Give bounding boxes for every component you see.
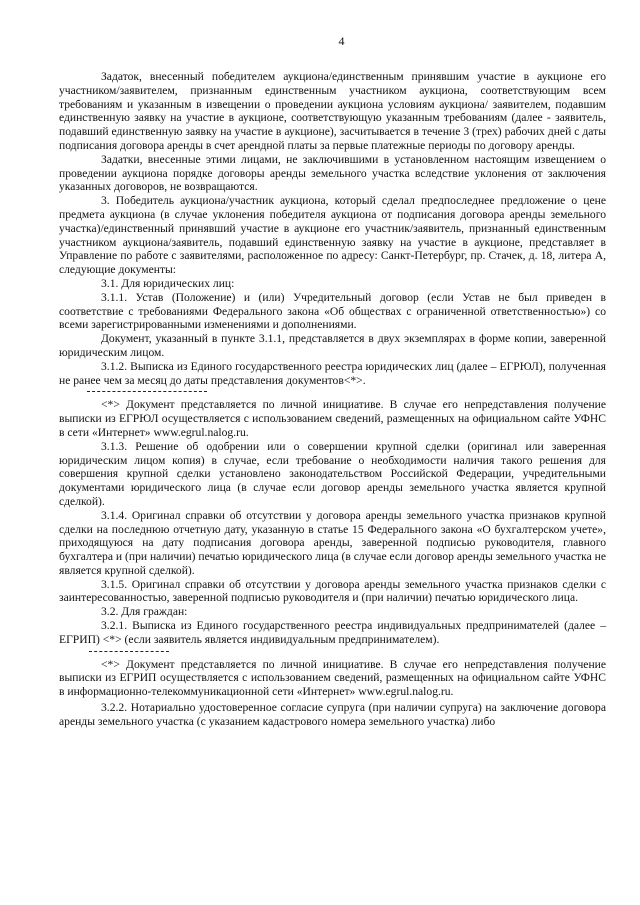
paragraph-copy-note: Документ, указанный в пункте 3.1.1, представляется в двух экземплярах в форме копии, заверенной юридическим лицом. [59,332,606,359]
paragraph-deposit-not-returned: Задатки, внесенные этими лицами, не заключившими в установленном настоящим извещением о проведении аукциона порядке договоры аренды земельного участка вследствие уклонения от заключения указанных договоров, не возвращаются. [59,152,606,194]
paragraph-3-2-1-egrip: 3.2.1. Выписка из Единого государственного реестра индивидуальных предпринимателей (далее – ЕГРИП) <*> (если заявитель является индивидуальным предпринимателем). [59,619,606,646]
footnote-separator [87,391,207,392]
paragraph-3-2-citizens: 3.2. Для граждан: [101,605,188,619]
paragraph-3-1-legal-entities: 3.1. Для юридических лиц: [101,276,235,290]
paragraph-3-1-2-egrul: 3.1.2. Выписка из Единого государственного реестра юридических лиц (далее – ЕГРЮЛ), полученная не ранее чем за месяц до даты представления документов<*>. [59,359,606,387]
paragraph-3-1-3-major-deal: 3.1.3. Решение об одобрении или о совершении крупной сделки (оригинал или заверенная юридическим лицом копия) в случае, если требование о необходимости наличия такого решения для совершения крупной сделки установлено законодательством Российской Федерации, учредительными документами юридического лица (в случае если договор аренды земельного участка является крупной сделкой). [59,439,606,508]
paragraph-deposit-winner: Задаток, внесенный победителем аукциона/единственным принявшим участие в аукционе его участником/заявителем, признанным единственным участником аукциона, соответствующим всем требованиям и указанным в извещении о проведении аукциона условиям аукциона/ заявителем, подавшим единственную заявку на участие в аукционе, соответствующую указанным требованиям (далее - заявитель, подавший единственную заявку на участие в аукционе), засчитывается в течение 3 (трех) рабочих дней с даты подписания договора аренды в счет арендной платы за первые платежные периоды по договору аренды. [59,70,606,152]
paragraph-3-documents: 3. Победитель аукциона/участник аукциона, который сделал предпоследнее предложение о цене предмета аукциона (в случае уклонения победителя аукциона от подписания договора аренды земельного участка)/единственный принявший участие в аукционе его участник/заявитель, признанный единственным участником аукциона/заявитель, подавший единственную заявку на участие в аукционе, представляет в Управление по работе с заявителями, расположенное по адресу: Санкт-Петербург, пр. Стачек, д. 18, литера А, следующие документы: [59,194,606,277]
paragraph-3-2-2-spouse-consent: 3.2.2. Нотариально удостоверенное согласие супруга (при наличии супруга) на заключение договора аренды земельного участка (с указанием кадастрового номера земельного участка) либо [59,701,606,728]
paragraph-3-1-5-certificate: 3.1.5. Оригинал справки об отсутствии у договора аренды земельного участка признаков сделки с заинтересованностью, заверенной подписью руководителя и (при наличии) печатью юридического лица. [59,577,606,605]
footnote-egrul: <*> Документ представляется по личной инициативе. В случае его непредставления получение выписки из ЕГРЮЛ осуществляется с использованием сведений, размещенных на официальном сайте УФНС в сети «Интернет» www.egrul.nalog.ru. [59,398,606,439]
footnote-separator-2 [89,651,169,652]
paragraph-3-1-4-certificate: 3.1.4. Оригинал справки об отсутствии у договора аренды земельного участка признаков крупной сделки на последнюю отчетную дату, указанную в статье 15 Федерального закона «О бухгалтерском учете», приходящуюся на дату подписания договора аренды, заверенной подписью руководителя, главного бухгалтера и (при наличии) печатью юридического лица (в случае если договор аренды земельного участка не является крупной сделкой). [59,508,606,577]
paragraph-3-1-1-charter: 3.1.1. Устав (Положение) и (или) Учредительный договор (если Устав не был приведен в соответствие с требованиями Федерального закона «Об обществах с ограниченной ответственностью») со всеми зарегистрированными изменениями и дополнениями. [59,290,606,332]
page-number: 4 [338,34,345,48]
footnote-egrip: <*> Документ представляется по личной инициативе. В случае его непредставления получение выписки из ЕГРИП осуществляется с использованием сведений, размещенных на официальном сайте УФНС в информационно-телекоммуникационной сети «Интернет» www.egrul.nalog.ru. [59,657,606,699]
